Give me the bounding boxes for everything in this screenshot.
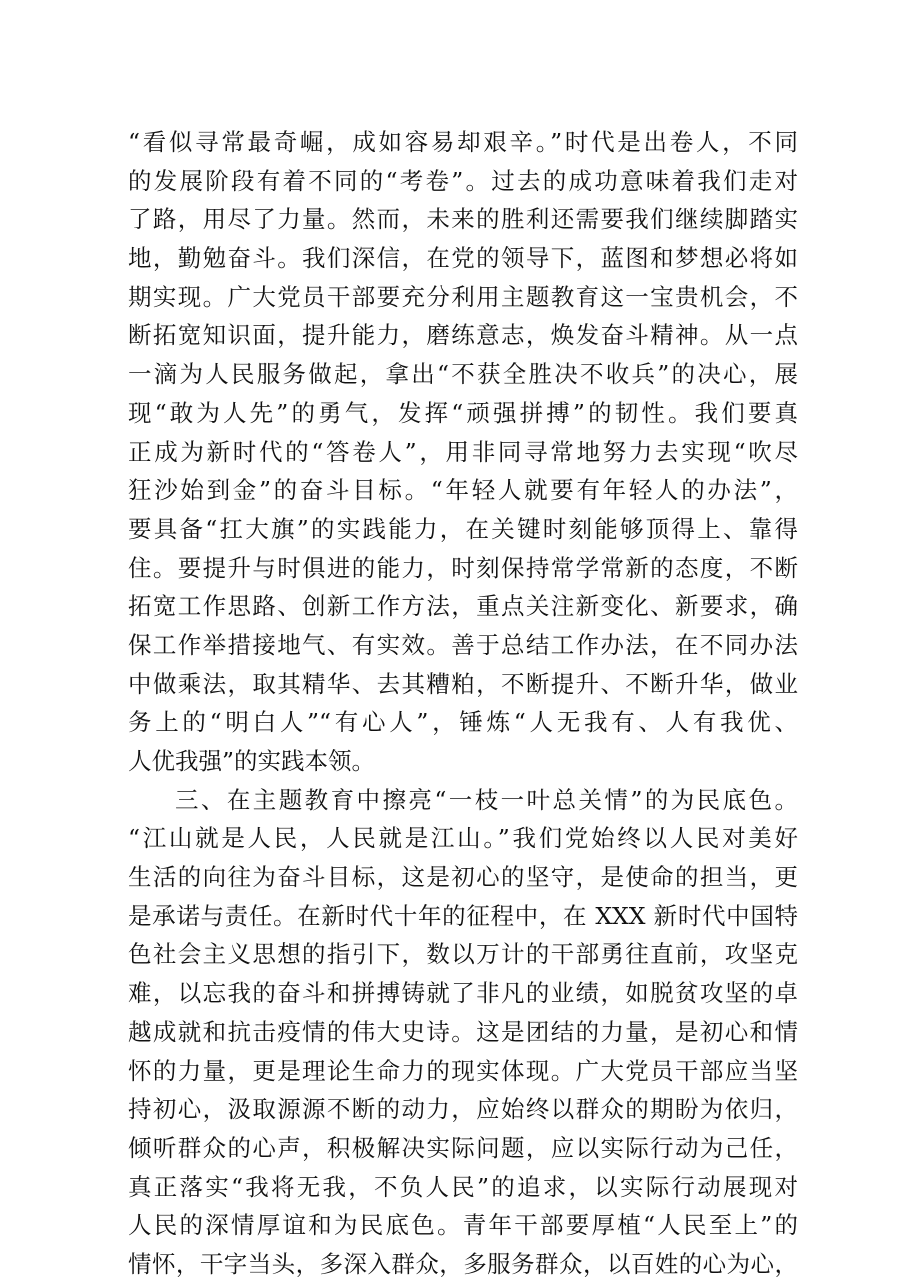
document-page — [128, 123, 798, 1284]
text-line: “看似寻常最奇崛，成如容易却艰辛。”时代是出卷人，不同 — [128, 128, 798, 156]
text-line: 人优我强”的实践本领。 — [128, 747, 376, 775]
text-line: 保工作举措接地气、有实效。善于总结工作办法，在不同办法 — [128, 630, 798, 659]
text-line: 持初心，汲取源源不断的动力，应始终以群众的期盼为依归， — [128, 1095, 798, 1124]
text-line: 中做乘法，取其精华、去其糟粕，不断提升、不断升华，做业 — [128, 669, 798, 698]
text-line: 狂沙始到金”的奋斗目标。“年轻人就要有年轻人的办法”， — [128, 476, 798, 505]
text-line: 三、在主题教育中擦亮“一枝一叶总关情”的为民底色。 — [175, 785, 798, 814]
text-line: 真正落实“我将无我，不负人民”的追求，以实际行动展现对 — [128, 1172, 798, 1201]
text-line: 现“敢为人先”的勇气，发挥“顽强拼搏”的韧性。我们要真 — [128, 398, 798, 427]
text-line: 倾听群众的心声，积极解决实际问题，应以实际行动为己任， — [128, 1133, 798, 1162]
text-line: 越成就和抗击疫情的伟大史诗。这是团结的力量，是初心和情 — [128, 1017, 798, 1046]
text-line: 难，以忘我的奋斗和拼搏铸就了非凡的业绩，如脱贫攻坚的卓 — [128, 979, 798, 1008]
text-line: 务上的“明白人”“有心人”，锤炼“人无我有、人有我优、 — [128, 708, 798, 737]
text-line: 是承诺与责任。在新时代十年的征程中，在 XXX 新时代中国特 — [128, 901, 798, 930]
text-line: “江山就是人民，人民就是江山。”我们党始终以人民对美好 — [128, 824, 798, 853]
text-line: 情怀，干字当头，多深入群众，多服务群众，以百姓的心为心， — [128, 1249, 798, 1278]
text-line: 生活的向往为奋斗目标，这是初心的坚守，是使命的担当，更 — [128, 863, 798, 892]
text-line: 住。要提升与时俱进的能力，时刻保持常学常新的态度，不断 — [128, 553, 798, 582]
text-line: 怀的力量，更是理论生命力的现实体现。广大党员干部应当坚 — [128, 1056, 798, 1085]
text-line: 地，勤勉奋斗。我们深信，在党的领导下，蓝图和梦想必将如 — [128, 244, 798, 273]
text-line: 正成为新时代的“答卷人”，用非同寻常地努力去实现“吹尽 — [128, 437, 798, 466]
text-line: 期实现。广大党员干部要充分利用主题教育这一宝贵机会，不 — [128, 282, 798, 311]
text-line: 断拓宽知识面，提升能力，磨练意志，焕发奋斗精神。从一点 — [128, 321, 798, 350]
text-line: 要具备“扛大旗”的实践能力，在关键时刻能够顶得上、靠得 — [128, 514, 798, 543]
text-line: 的发展阶段有着不同的“考卷”。过去的成功意味着我们走对 — [128, 166, 798, 195]
text-line: 色社会主义思想的指引下，数以万计的干部勇往直前，攻坚克 — [128, 940, 798, 969]
text-line: 人民的深情厚谊和为民底色。青年干部要厚植“人民至上”的 — [128, 1211, 798, 1240]
text-line: 了路，用尽了力量。然而，未来的胜利还需要我们继续脚踏实 — [128, 205, 798, 234]
text-line: 一滴为人民服务做起，拿出“不获全胜决不收兵”的决心，展 — [128, 360, 798, 389]
text-line: 拓宽工作思路、创新工作方法，重点关注新变化、新要求，确 — [128, 592, 798, 621]
